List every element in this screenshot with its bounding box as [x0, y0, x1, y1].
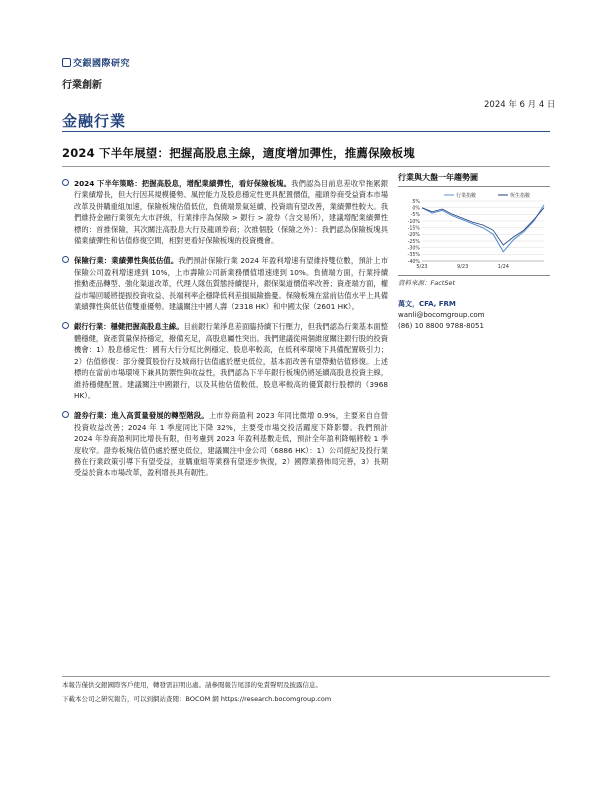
bullet-strategy — [62, 178, 388, 246]
brand-name: 交銀國際研究 — [73, 59, 131, 69]
analyst-block — [398, 299, 550, 332]
footer-website[interactable]: 下載本公司之研究報告，可以到網站查閱：BOCOM 網 https://research.bocomgroup.com — [62, 695, 332, 703]
bullet-body: 目前銀行業淨息差面臨持續下行壓力，但我們認為行業基本面整體穩健，資產質量保持穩定，撥備充足，高股息屬性突出。我們建議從兩個維度關注銀行股的投資機會：1）股息穩定性：國有大行分紅比例穩定、股息率較高，在低利率環境下具備配置吸引力；2）估值修復：部分優質股份行及城商行估值處於歷史低位，基本面改善有望帶動估值修復。上述標的在當前市場環境下兼具防禦性與收益性，我們認為下半年銀行板塊仍將延續高股息投資主線，維持穩健配置。建議關注中國銀行，以及其他估值較低、股息率較高的優質銀行股標的（3968 HK）。 — [74, 322, 389, 400]
bullet-circle-icon — [62, 411, 69, 418]
report-date: 2024 年 6 月 4 日 — [484, 100, 556, 110]
bullet-heading: 證券行業：進入高質量發展的轉型階段。 — [74, 411, 209, 421]
trend-chart-svg — [398, 189, 550, 274]
report-type: 行業創新 — [62, 80, 102, 91]
bullet-body: 上市券商盈利 2023 年同比微增 0.9%，主要來自自營投資收益改善；2024 年 1 季度同比下降 32%，主要受市場交投活躍度下降影響。我們預計 2024 年券商盈利同比增長有限，但考慮到 2023 年盈利基數走低，預計全年盈利降幅將較 1 季度收窄。證券板塊估值仍處於歷史低位，建議關注中金公司（6886 HK）：1）公司經紀及投行業務在行業政策引導下有望受益，並購重組等業務有望逐步恢復，2）國際業務佈局完善，3）長期受益於資本市場改革，盈利增長具有韌性。 — [74, 411, 388, 478]
chart-title: 行業與大盤一年趨勢圖 — [398, 172, 550, 187]
chart-series-line-2 — [422, 208, 544, 245]
chart-legend-label: 恆生指數 — [510, 192, 531, 199]
report-title: 2024 下半年展望：把握高股息主線，適度增加彈性，推薦保險板塊 — [62, 146, 415, 160]
summary-column — [62, 178, 388, 488]
chart-legend-label: 行業指數 — [456, 192, 477, 199]
bullet-circle-icon — [62, 179, 69, 186]
chart-y-tick-label: -20% — [407, 233, 420, 239]
sidebar — [398, 172, 550, 332]
bullet-circle-icon — [62, 322, 69, 329]
bullet-insurance — [62, 255, 388, 312]
chart-y-tick-label: 0% — [412, 206, 420, 212]
analyst-email[interactable]: wanli@bocomgroup.com — [398, 311, 485, 319]
bullet-banking — [62, 321, 388, 401]
bullet-heading: 銀行行業：穩健把握高股息主線。 — [74, 322, 184, 332]
bullet-heading: 2024 下半年策略：把握高股息，增配業績彈性，看好保險板塊。 — [74, 179, 292, 188]
chart-y-tick-label: -30% — [407, 246, 420, 252]
bullet-heading: 保險行業：業績彈性與低估值。 — [74, 256, 179, 266]
footer-disclaimer: 本報告僅供交銀國際客戶使用，轉發需註明出處。請參閱報告尾部的免責聲明及披露信息。 — [62, 681, 322, 689]
bullet-securities — [62, 410, 388, 478]
chart-y-tick-label: -5% — [410, 213, 420, 219]
chart-y-tick-label: 5% — [412, 199, 420, 205]
header-divider — [62, 131, 550, 132]
sector-title: 金融行業 — [62, 112, 127, 130]
brand-mark-icon — [62, 58, 71, 67]
title-divider — [62, 166, 550, 167]
chart-y-tick-label: -35% — [407, 253, 420, 259]
analyst-phone: (86) 10 8800 9788-8051 — [398, 322, 484, 330]
chart-y-tick-label: -25% — [407, 239, 420, 245]
trend-chart — [398, 189, 550, 274]
chart-y-tick-label: -15% — [407, 226, 420, 232]
chart-source: 資料來源：FactSet — [398, 275, 550, 287]
chart-x-tick-label: 9/23 — [457, 264, 469, 270]
analyst-name: 萬文，CFA, FRM — [398, 300, 456, 308]
bullet-body: 我們認為目前息差收窄拖累銀行業績增長，但大行因其規模優勢、風控能力及股息穩定性更具配置價值，龍頭券商受益資本市場改革及併購重組加速，保險板塊估值低位，負債端景氣延續、投資端有望改善，業績彈性較大。我們維持金融行業領先大市評級，行業排序為保險 > 銀行 > 證券（含交易所），建議增配業績彈性標的：首推保險，其次關注高股息大行及龍頭券商；次推個股（保險之外）：我們認為保險板塊具備業績彈性和估值修復空間，相對更看好保險板塊的投資機會。 — [74, 179, 388, 246]
chart-y-tick-label: -40% — [407, 259, 420, 265]
chart-x-tick-label: 1/24 — [497, 264, 509, 270]
footer-divider — [62, 676, 550, 677]
brand-logo — [62, 56, 130, 69]
bullet-circle-icon — [62, 256, 69, 263]
chart-y-tick-label: -10% — [407, 219, 420, 225]
chart-x-tick-label: 5/23 — [416, 264, 428, 270]
bullet-body: 我們預計保險行業 2024 年盈利增速有望維持雙位數，預計上市保險公司盈利增速達到 10%，上市壽險公司新業務價值增速達到 10%。負債端方面，行業持續推動產品轉型、強化渠道改革，代理人隊伍質態持續提升，銀保渠道價值率改善；資產端方面，權益市場回暖將提振投資收益、長端利率企穩降低利差損風險擔憂。保險板塊在當前估值水平上具備業績彈性與低估值雙重優勢。建議關注中國人壽（2318 HK）和中國太保（2601 HK）。 — [74, 256, 388, 312]
